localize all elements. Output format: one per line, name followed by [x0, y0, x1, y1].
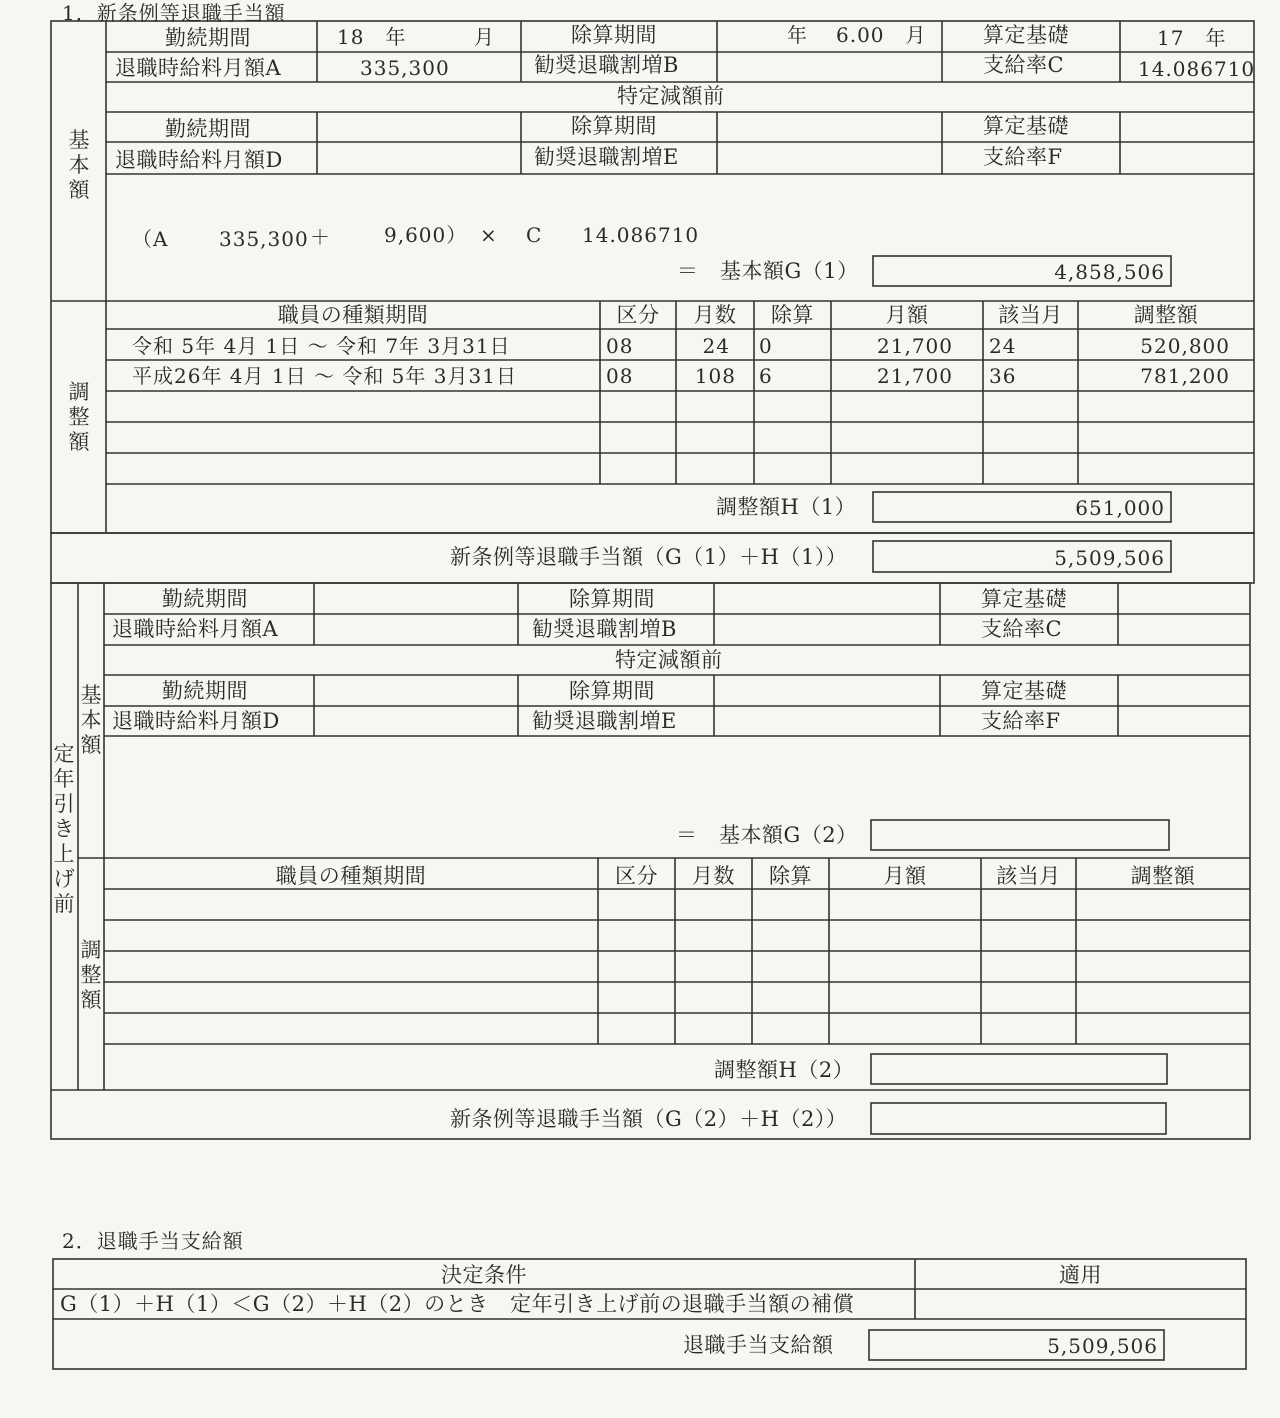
- kyuryo-a-value: 335,300: [360, 56, 450, 80]
- adj-row-gaito: 24: [989, 334, 1017, 358]
- adj-header-months: 月数: [693, 303, 737, 327]
- kansho-b-label: 勧奨退職割増B: [534, 53, 679, 77]
- jyosan-label-3: 除算期間: [569, 587, 655, 611]
- kihon-label: 基本額: [68, 128, 90, 202]
- chosei-total-label: 調整額H（1）: [716, 495, 857, 519]
- adj2-header-jyosan: 除算: [769, 864, 812, 888]
- kinzoku-years: 18 年: [337, 25, 407, 49]
- jyosan-label: 除算期間: [571, 23, 657, 47]
- kihon-label-2: 基本額: [80, 683, 102, 757]
- section1-title: 1．新条例等退職手当額: [62, 1, 286, 25]
- adj-row-amount: 781,200: [1140, 364, 1230, 388]
- adj-row-kubun: 08: [606, 334, 634, 358]
- santei-label-2: 算定基礎: [983, 114, 1069, 138]
- kyuryo-a-label: 退職時給料月額A: [115, 56, 282, 80]
- chosei-total-label-2: 調整額H（2）: [714, 1058, 855, 1082]
- adj-row-kubun: 08: [606, 364, 634, 388]
- santei-label-3: 算定基礎: [981, 587, 1067, 611]
- jyosan-label-4: 除算期間: [569, 679, 655, 703]
- adj-row-gaito: 36: [989, 364, 1017, 388]
- shikyu-f-label: 支給率F: [983, 145, 1063, 169]
- adj-header-jyosan: 除算: [771, 303, 814, 327]
- tokutei-label-2: 特定減額前: [615, 648, 723, 672]
- adj2-header-monthly: 月額: [883, 864, 927, 888]
- apply-header: 適用: [1059, 1263, 1102, 1287]
- payment-total-value: 5,509,506: [1047, 1334, 1158, 1358]
- adj2-header-period: 職員の種類期間: [275, 864, 427, 888]
- kinzoku-label-4: 勤続期間: [162, 679, 248, 703]
- kinzoku-label: 勤続期間: [165, 26, 251, 50]
- adj-row-jyosan: 6: [759, 364, 773, 388]
- adj-header-period: 職員の種類期間: [277, 303, 429, 327]
- jyosan-months: 6.00 月: [836, 23, 927, 47]
- section2-title: 2．退職手当支給額: [62, 1229, 244, 1253]
- formula-open: （A: [132, 227, 169, 251]
- kinzoku-label-3: 勤続期間: [162, 587, 248, 611]
- shin-total-label-2: 新条例等退職手当額（G（2）＋H（2））: [450, 1107, 848, 1131]
- condition-header: 決定条件: [441, 1263, 527, 1287]
- adj2-header-months: 月数: [692, 864, 735, 888]
- kihon-total-value: 4,858,506: [1054, 260, 1165, 284]
- adj-row-jyosan: 0: [759, 334, 773, 358]
- santei-label: 算定基礎: [983, 23, 1069, 47]
- shikyu-c-label-2: 支給率C: [981, 617, 1063, 641]
- shikyu-c-label: 支給率C: [983, 53, 1065, 77]
- kyuryo-a-label-2: 退職時給料月額A: [112, 617, 279, 641]
- formula-plus: ＋: [310, 225, 331, 249]
- adj-row-monthly: 21,700: [877, 334, 953, 358]
- teinen-label: 定年引き上げ前: [53, 742, 75, 916]
- formula-times: ×: [480, 223, 498, 247]
- kyuryo-d-label: 退職時給料月額D: [115, 148, 283, 172]
- adj2-header-amount: 調整額: [1130, 864, 1196, 888]
- payment-total-label: 退職手当支給額: [683, 1333, 834, 1357]
- adj-row-period: 平成26年 4月 1日 ～ 令和 5年 3月31日: [132, 364, 517, 388]
- adj-row-period: 令和 5年 4月 1日 ～ 令和 7年 3月31日: [132, 334, 511, 358]
- formula-c-label: C: [526, 223, 543, 247]
- shikyu-f-label-2: 支給率F: [981, 709, 1061, 733]
- kansho-b-label-2: 勧奨退職割増B: [532, 617, 677, 641]
- adj2-header-gaito: 該当月: [996, 864, 1061, 888]
- chosei-label: 調整額: [68, 380, 90, 454]
- kihon-total-label-2: ＝ 基本額G（2）: [676, 823, 858, 847]
- shin-total-value: 5,509,506: [1054, 546, 1165, 570]
- adj-header-monthly: 月額: [885, 303, 929, 327]
- adj-row-months: 24: [702, 334, 730, 358]
- chosei-label-2: 調整額: [80, 938, 102, 1012]
- adj-header-kubun: 区分: [616, 303, 660, 327]
- kihon-total-label: ＝ 基本額G（1）: [677, 259, 859, 283]
- condition-text: G（1）＋H（1）＜G（2）＋H（2）のとき 定年引き上げ前の退職手当額の補償: [60, 1292, 855, 1316]
- kansho-e-label: 勧奨退職割増E: [534, 145, 679, 169]
- tokutei-label: 特定減額前: [617, 84, 725, 108]
- adj2-header-kubun: 区分: [615, 864, 658, 888]
- formula-c-value: 14.086710: [582, 223, 700, 247]
- adj-row-monthly: 21,700: [877, 364, 953, 388]
- shin-total-label: 新条例等退職手当額（G（1）＋H（1））: [450, 545, 848, 569]
- formula-b-value: 9,600）: [384, 223, 468, 247]
- adj-row-amount: 520,800: [1140, 334, 1230, 358]
- jyosan-years: 年: [787, 23, 808, 47]
- santei-label-4: 算定基礎: [981, 679, 1067, 703]
- adj-row-months: 108: [694, 364, 736, 388]
- kinzoku-months: 月: [474, 25, 495, 49]
- santei-value: 17 年: [1157, 26, 1227, 50]
- adj-header-gaito: 該当月: [998, 303, 1063, 327]
- jyosan-label-2: 除算期間: [571, 114, 657, 138]
- kinzoku-label-2: 勤続期間: [165, 117, 251, 141]
- adj-header-amount: 調整額: [1133, 303, 1199, 327]
- kyuryo-d-label-2: 退職時給料月額D: [112, 709, 280, 733]
- shikyu-c-value: 14.086710: [1138, 57, 1256, 81]
- chosei-total-value: 651,000: [1075, 496, 1165, 520]
- formula-a-value: 335,300: [219, 227, 309, 251]
- kansho-e-label-2: 勧奨退職割増E: [532, 709, 677, 733]
